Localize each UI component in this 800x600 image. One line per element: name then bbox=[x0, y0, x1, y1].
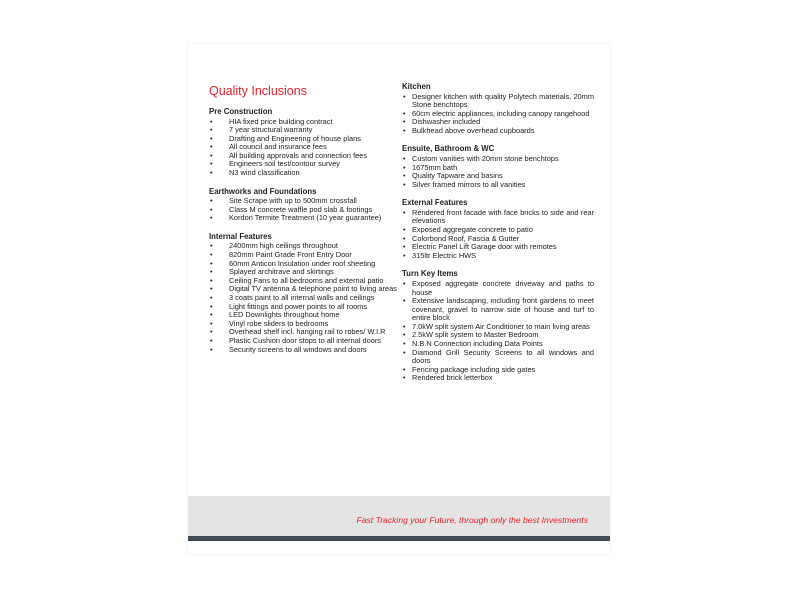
list-item bbox=[209, 214, 399, 223]
list-item-text: Electric Panel Lift Garage door with remotes bbox=[412, 242, 557, 252]
list-item-text: 7 year structural warranty bbox=[229, 125, 313, 135]
bullet-icon: • bbox=[403, 250, 406, 260]
bullet-icon: • bbox=[210, 168, 213, 178]
bullet-icon: • bbox=[403, 364, 406, 374]
bullet-icon: • bbox=[210, 344, 213, 354]
bullet-icon: • bbox=[210, 213, 213, 223]
list-item-text: 2.5kW split system to Master Bedroom bbox=[412, 330, 539, 340]
list-item-text: Dishwasher included bbox=[412, 117, 481, 127]
bullet-icon: • bbox=[210, 196, 213, 206]
list-item bbox=[402, 280, 594, 297]
list-item bbox=[209, 169, 399, 178]
bullet-icon: • bbox=[210, 275, 213, 285]
list-item-text: Ceiling Fans to all bedrooms and external patio bbox=[229, 275, 384, 285]
bullet-icon: • bbox=[403, 373, 406, 383]
list-item-text: All building approvals and connection fees bbox=[229, 150, 368, 160]
left-column bbox=[209, 84, 399, 363]
inclusion-list bbox=[209, 242, 399, 354]
list-item-text: Silver framed mirrors to all vanities bbox=[412, 179, 526, 189]
bullet-icon: • bbox=[210, 267, 213, 277]
bullet-icon: • bbox=[210, 133, 213, 143]
section-heading: Kitchen bbox=[402, 82, 431, 91]
list-item-text: HIA fixed price building contract bbox=[229, 116, 333, 126]
bullet-icon: • bbox=[403, 125, 406, 135]
section-heading: Internal Features bbox=[209, 231, 272, 241]
section bbox=[402, 82, 594, 135]
bullet-icon: • bbox=[403, 278, 406, 288]
inclusion-list bbox=[402, 93, 594, 136]
bullet-icon: • bbox=[403, 171, 406, 181]
list-item-text: Custom vanities with 20mm stone benchtops bbox=[412, 153, 559, 163]
list-item-text: Class M concrete waffle pod slab & footings bbox=[229, 204, 373, 214]
bullet-icon: • bbox=[210, 116, 213, 126]
list-item-text: Site Scrape with up to 500mm crossfall bbox=[229, 196, 357, 206]
bullet-icon: • bbox=[403, 108, 406, 118]
list-item-text: Diamond Grill Security Screens to all windows and doors bbox=[412, 347, 594, 366]
bullet-icon: • bbox=[210, 258, 213, 268]
list-item-text: Light fittings and power points to all rooms bbox=[229, 301, 368, 311]
inclusion-list bbox=[209, 118, 399, 178]
list-item bbox=[402, 181, 594, 190]
bullet-icon: • bbox=[403, 339, 406, 349]
section bbox=[209, 107, 399, 178]
footer-bar bbox=[188, 536, 610, 541]
bullet-icon: • bbox=[403, 330, 406, 340]
inclusion-list bbox=[209, 197, 399, 223]
section-heading: Earthworks and Foundations bbox=[209, 186, 317, 196]
list-item-text: 1675mm bath bbox=[412, 162, 458, 172]
list-item-text: Engineers soil test/contour survey bbox=[229, 159, 340, 169]
bullet-icon: • bbox=[210, 310, 213, 320]
list-item-text: LED Downlights throughout home bbox=[229, 310, 340, 320]
list-item bbox=[402, 252, 594, 261]
list-item-text: Overhead shelf incl. hanging rail to robes/ W.I.R bbox=[229, 327, 386, 337]
list-item-text: Exposed aggregate concrete to patio bbox=[412, 225, 533, 235]
list-item-text: All council and insurance fees bbox=[229, 142, 327, 152]
bullet-icon: • bbox=[210, 250, 213, 260]
list-item-text: Rendered front facade with face bricks to side and rear elevations bbox=[412, 207, 594, 226]
bullet-icon: • bbox=[403, 207, 406, 217]
bullet-icon: • bbox=[403, 321, 406, 331]
list-item-text: 60cm electric appliances, including canopy rangehood bbox=[412, 108, 590, 118]
list-item-text: 3 coats paint to all internal walls and ceilings bbox=[229, 293, 375, 302]
list-item-text: 315ltr Electric HWS bbox=[412, 250, 477, 260]
section bbox=[402, 269, 594, 383]
list-item-text: Colorbond Roof, Fascia & Gutter bbox=[412, 233, 520, 243]
list-item-text: Vinyl robe sliders to bedrooms bbox=[229, 318, 329, 328]
bullet-icon: • bbox=[210, 335, 213, 345]
footer-band bbox=[188, 496, 610, 536]
inclusion-list bbox=[402, 209, 594, 261]
bullet-icon: • bbox=[210, 318, 213, 328]
section bbox=[402, 144, 594, 189]
list-item-text: Rendered brick letterbox bbox=[412, 373, 493, 383]
list-item-text: 2400mm high ceilings throughout bbox=[229, 241, 338, 251]
bullet-icon: • bbox=[210, 204, 213, 214]
list-item-text: 7.0kW split system Air Conditioner to main living areas bbox=[412, 321, 590, 331]
list-item bbox=[402, 349, 594, 366]
section-heading: Turn Key Items bbox=[402, 269, 458, 279]
bullet-icon: • bbox=[210, 327, 213, 337]
bullet-icon: • bbox=[403, 242, 406, 252]
bullet-icon: • bbox=[403, 162, 406, 172]
section bbox=[209, 232, 399, 354]
inclusion-list bbox=[402, 155, 594, 189]
list-item-text: Digital TV antenna & telephone point to living areas bbox=[229, 284, 397, 294]
list-item-text: Fencing package including side gates bbox=[412, 364, 536, 374]
list-item-text: 820mm Paint Grade Front Entry Door bbox=[229, 250, 352, 260]
section-heading: Ensuite, Bathroom & WC bbox=[402, 144, 495, 154]
list-item bbox=[209, 346, 399, 355]
bullet-icon: • bbox=[210, 125, 213, 135]
list-item bbox=[402, 209, 594, 226]
left-sections bbox=[209, 107, 399, 354]
bullet-icon: • bbox=[403, 91, 406, 101]
list-item bbox=[402, 374, 594, 383]
bullet-icon: • bbox=[403, 233, 406, 243]
section-heading: Pre Construction bbox=[209, 107, 273, 116]
list-item-text: 60mm Anticon Insulation under roof sheeting bbox=[229, 258, 376, 268]
list-item bbox=[402, 127, 594, 136]
bullet-icon: • bbox=[403, 347, 406, 357]
list-item bbox=[402, 297, 594, 323]
bullet-icon: • bbox=[210, 159, 213, 169]
list-item-text: Kordon Termite Treatment (10 year guarantee) bbox=[229, 213, 382, 223]
right-sections bbox=[402, 82, 594, 383]
brochure-page bbox=[188, 44, 610, 554]
list-item-text: Plastic Cushion door stops to all internal doors bbox=[229, 335, 381, 345]
page-title: Quality Inclusions bbox=[209, 84, 307, 98]
bullet-icon: • bbox=[403, 225, 406, 235]
bullet-icon: • bbox=[210, 284, 213, 294]
bullet-icon: • bbox=[403, 179, 406, 189]
section bbox=[402, 198, 594, 260]
bullet-icon: • bbox=[403, 117, 406, 127]
section-heading: External Features bbox=[402, 198, 468, 208]
list-item-text: Security screens to all windows and doors bbox=[229, 344, 367, 354]
list-item-text: N.B.N Connection including Data Points bbox=[412, 339, 543, 349]
list-item-text: Designer kitchen with quality Polytech materials, 20mm Stone benchtops bbox=[412, 91, 594, 110]
list-item bbox=[402, 93, 594, 110]
bullet-icon: • bbox=[210, 301, 213, 311]
bullet-icon: • bbox=[210, 150, 213, 160]
inclusion-list bbox=[402, 280, 594, 383]
bullet-icon: • bbox=[210, 293, 213, 302]
section bbox=[209, 187, 399, 223]
list-item-text: Extensive landscaping, including front gardens to meet covenant, gravel to narrow side of house and turf to entire block bbox=[412, 296, 594, 323]
bullet-icon: • bbox=[403, 296, 406, 306]
bullet-icon: • bbox=[403, 153, 406, 163]
list-item-text: N3 wind classification bbox=[229, 168, 300, 178]
bullet-icon: • bbox=[210, 241, 213, 251]
right-column bbox=[402, 82, 594, 392]
list-item-text: Exposed aggregate concrete driveway and paths to house bbox=[412, 278, 594, 297]
list-item-text: Quality Tapware and basins bbox=[412, 171, 503, 181]
footer-tagline: Fast Tracking your Future, through only the best Investments bbox=[356, 515, 588, 525]
list-item-text: Bulkhead above overhead cupboards bbox=[412, 125, 535, 135]
bullet-icon: • bbox=[210, 142, 213, 152]
list-item-text: Drafting and Engineering of house plans bbox=[229, 133, 361, 143]
list-item-text: Splayed architrave and skirtings bbox=[229, 267, 334, 277]
